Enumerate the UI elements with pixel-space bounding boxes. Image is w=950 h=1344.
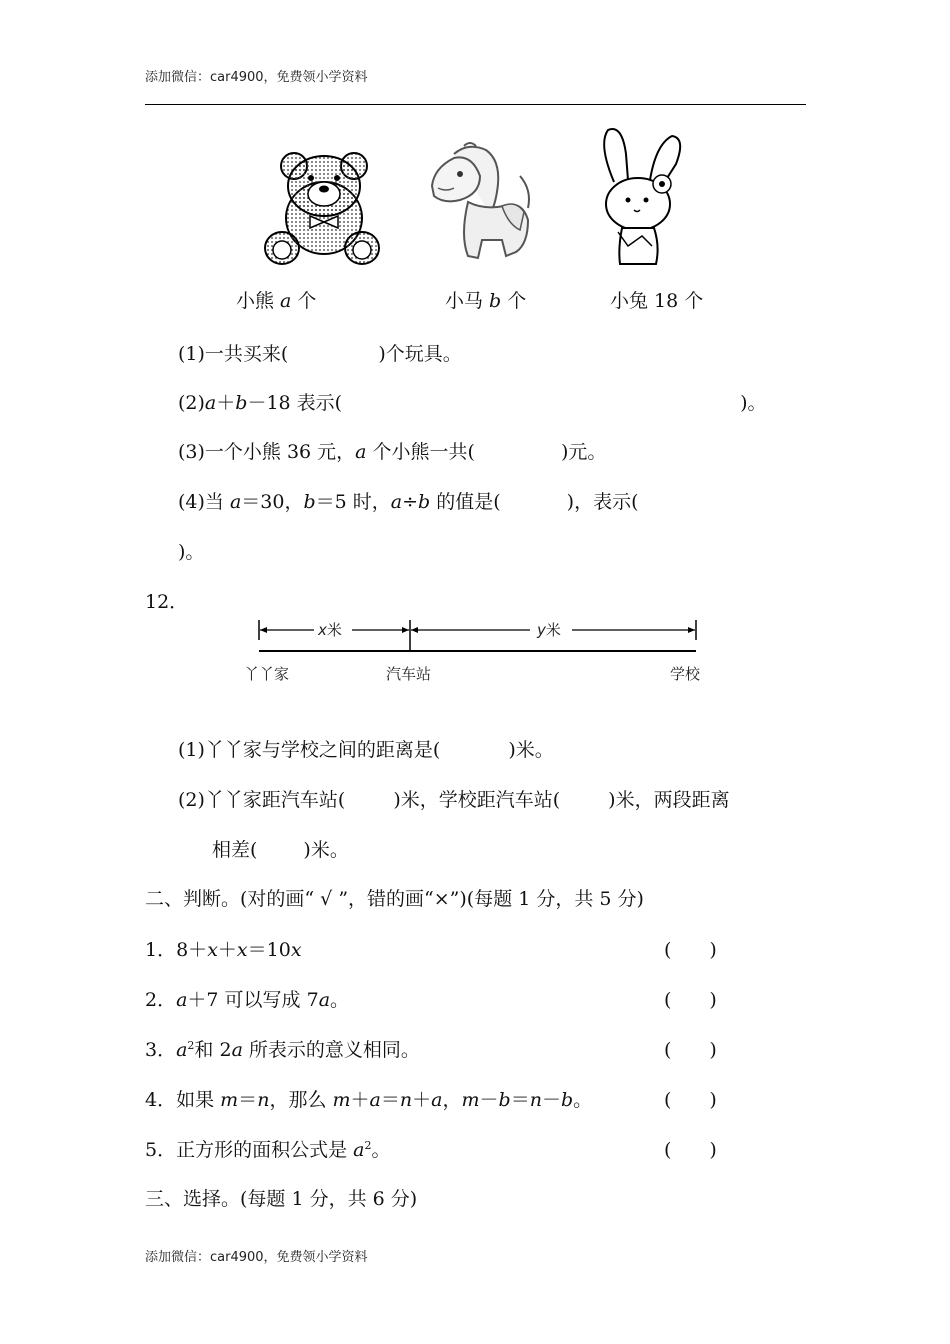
judge-item-4-text: 如果 [176,1089,221,1111]
judge-item-4-m: m [220,1089,239,1111]
judge-item-5-num: 5． [145,1139,177,1161]
judge-item-2 [145,985,349,1012]
q11-part2-num: (2) [178,392,205,414]
q11-part4 [178,487,639,514]
judge-item-4-end: 。 [573,1089,593,1111]
judge-item-4-num: 4． [145,1089,177,1111]
header-rule [145,104,806,105]
q11-part3-mid: 个小熊一共( [366,441,475,463]
seg2-arrowhead-left [411,627,418,633]
judge-item-2-a: a [176,989,188,1011]
judge-item-5-text: 正方形的面积公式是 [176,1139,354,1161]
q11-part2-end: )。 [740,392,767,414]
seg1-label: x米 [318,621,342,639]
judge-item-5-a: a [353,1139,365,1161]
judge-item-3-sup: 2 [187,1039,195,1052]
q11-part2-a: a [204,392,217,414]
judge-item-5-sup: 2 [364,1139,372,1152]
judge-item-2-end: 。 [330,989,350,1011]
section3-title: 三、选择。(每题 1 分，共 6 分) [145,1188,418,1210]
judge-item-4-b2: b [560,1089,574,1111]
header-note: 添加微信：car4900，免费领小学资料 [145,70,368,85]
q11-part3-a: a [355,441,367,463]
judge-answer-1[interactable]: ( ) [664,939,717,961]
seg1-arrowhead-right [402,627,409,633]
judge-item-3-num: 3． [145,1039,177,1061]
horse-caption [445,286,526,313]
place-school: 学校 [670,665,701,683]
judge-item-4-a: a [369,1089,381,1111]
q11-part3 [178,437,606,464]
q11-part1-text: (1)一共买来( [178,343,289,365]
judge-item-4-minus: － [479,1089,499,1111]
judge-item-5-end: 。 [371,1139,391,1161]
judge-item-2-num: 2． [145,989,177,1011]
judge-item-4-b: b [498,1089,511,1111]
q12-part2 [178,785,730,812]
judge-item-4-eq3: ＝ [510,1089,530,1111]
place-home: 丫丫家 [244,665,290,683]
horse-caption-text: 小马 [445,290,490,312]
toy-rabbit-image [592,124,688,270]
q11-part4-b2: b [418,491,431,513]
distance-diagram [240,612,710,692]
bear-caption [236,286,316,313]
rabbit-caption: 小兔 18 个 [610,290,704,312]
q11-part4-a: a [229,491,242,513]
judge-item-4-minus2: － [541,1089,561,1111]
q11-part4-post: )，表示( [566,491,639,513]
q11-part2-plus: ＋ [216,392,236,414]
q11-part4-eq1: ＝30， [241,491,304,513]
seg2-arrowhead-right [688,627,695,633]
q11-part2-text: －18 表示( [247,392,343,414]
q11-part4-div: ÷ [402,491,419,513]
judge-item-1-eq: ＝10 [247,939,291,961]
judge-item-2-text: ＋7 可以写成 7 [187,989,319,1011]
q11-part3-text: (3)一个小熊 36 元， [178,441,356,463]
q11-part1 [178,339,462,366]
judge-item-1-num: 1． [145,939,177,961]
q12-part1 [178,735,554,762]
judge-answer-3[interactable]: ( ) [664,1039,717,1061]
judge-item-1 [145,935,302,962]
seg1-arrowhead-left [260,627,267,633]
q11-part1-end: )个玩具。 [378,343,462,365]
q12-part2-text: (2)丫丫家距汽车站( [178,789,346,811]
q11-part4-b: b [303,491,316,513]
judge-item-3-text: 和 2 [194,1039,232,1061]
q12-part1-end: )米。 [508,739,554,761]
q11-part2-b: b [235,392,248,414]
judge-item-4-then: ，那么 [269,1089,333,1111]
q12-part2-mid: )米，学校距汽车站( [393,789,561,811]
section2-title: 二、判断。(对的画“ √ ”，错的画“×”)(每题 1 分，共 5 分) [145,888,644,910]
judge-answer-2[interactable]: ( ) [664,989,717,1011]
judge-item-4-n2: n [399,1089,413,1111]
judge-item-4-a2: a [431,1089,443,1111]
judge-item-1-x1: x [207,939,218,961]
bear-caption-text: 小熊 [236,290,281,312]
bear-var: a [280,290,292,312]
judge-item-4-comma: ， [442,1089,462,1111]
judge-item-4-n: n [257,1089,270,1111]
q12-number: 12． [145,591,189,613]
place-station: 汽车站 [386,665,432,683]
judge-item-4-eq: ＝ [238,1089,258,1111]
judge-answer-5[interactable]: ( ) [664,1139,717,1161]
judge-item-3-a: a [176,1039,188,1061]
judge-item-4-m2: m [332,1089,351,1111]
footer-note: 添加微信：car4900，免费领小学资料 [145,1250,368,1265]
judge-item-1-x2: x [236,939,248,961]
q11-part4-mid: 的值是( [430,491,501,513]
judge-item-3-a2: a [231,1039,243,1061]
teddy-bear-image [262,148,382,270]
judge-item-3-end: 所表示的意义相同。 [242,1039,420,1061]
q12-part2-cont-text: 相差( [212,839,258,861]
judge-item-1-plus: ＋ [217,939,237,961]
judge-item-2-a2: a [318,989,331,1011]
horse-var: b [489,290,502,312]
q12-part1-text: (1)丫丫家与学校之间的距离是( [178,739,441,761]
q12-part2-continuation [212,835,349,862]
judge-item-4-eq2: ＝ [380,1089,400,1111]
judge-item-3 [145,1035,420,1062]
judge-item-4-plus2: ＋ [412,1089,432,1111]
judge-item-4-m3: m [461,1089,480,1111]
toy-horse-image [424,140,536,268]
seg2-label: y米 [537,621,561,639]
judge-item-1-x3: x [290,939,302,961]
q11-part4-continuation: )。 [178,541,205,563]
judge-answer-4[interactable]: ( ) [664,1089,717,1111]
bear-caption-unit: 个 [291,290,317,312]
judge-item-1-text: 8＋ [176,939,208,961]
judge-item-4-plus: ＋ [350,1089,370,1111]
judge-item-4 [145,1085,592,1112]
judge-item-5 [145,1135,390,1162]
q12-part2-cont-end: )米。 [303,839,349,861]
q11-part4-a2: a [390,491,403,513]
q12-part2-end: )米，两段距离 [608,789,730,811]
q11-part3-end: )元。 [560,441,607,463]
q11-part4-eq2: ＝5 时， [315,491,391,513]
judge-item-4-n3: n [529,1089,542,1111]
horse-caption-unit: 个 [501,290,527,312]
q11-part4-text: (4)当 [178,491,230,513]
q11-part2 [178,388,767,415]
